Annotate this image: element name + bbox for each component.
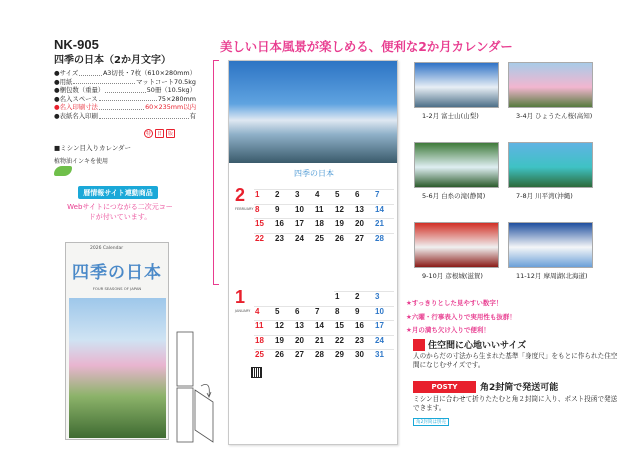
empty-cell <box>294 291 314 306</box>
month-label: FEBRUARY <box>235 207 254 211</box>
thumbnail-caption: 11-12月 摩周湖(北海道) <box>516 272 588 280</box>
badge-note: Webサイトにつながる二次元コードが付いています。 <box>67 203 173 221</box>
spec-row: ●名入スペース 75×280mm <box>54 94 196 103</box>
thumbnail-photo <box>508 62 593 108</box>
empty-cell <box>274 291 294 306</box>
day-cell: 24 <box>294 233 314 248</box>
day-cell: 7 <box>314 306 334 321</box>
day-cell: 31 <box>374 349 394 364</box>
day-cell: 27 <box>354 233 374 248</box>
day-cell: 19 <box>334 218 354 233</box>
month-block-january <box>229 287 397 399</box>
seal-icon: 版 <box>167 131 173 137</box>
day-cell: 4 <box>314 189 334 204</box>
feature-bullet: ★六曜・行事表入りで実用性も抜群！ <box>406 312 516 321</box>
day-cell: 23 <box>354 335 374 350</box>
day-cell: 10 <box>374 306 394 321</box>
day-cell: 3 <box>294 189 314 204</box>
seal-icon: 特 <box>145 131 151 137</box>
spec-row: ●表紙名入印刷 有 <box>54 111 196 120</box>
day-cell: 9 <box>354 306 374 321</box>
folding-diagram <box>175 330 217 445</box>
day-cell: 3 <box>374 291 394 306</box>
day-cell: 25 <box>314 233 334 248</box>
shipping-section-title: 角2封筒で発送可能 <box>480 383 559 393</box>
day-cell: 20 <box>294 335 314 350</box>
spec-row: ●用紙 マットコート70.5kg <box>54 77 196 86</box>
day-cell: 14 <box>314 320 334 335</box>
calendar-cover <box>65 242 169 440</box>
day-cell: 11 <box>254 320 274 335</box>
thumbnail-caption: 7-8月 川平湾(沖縄) <box>516 192 573 200</box>
day-cell: 26 <box>334 233 354 248</box>
product-code: NK-905 <box>54 37 99 52</box>
thumbnail-photo <box>508 222 593 268</box>
day-cell: 27 <box>294 349 314 364</box>
day-cell: 14 <box>374 204 394 219</box>
fuji-photo <box>229 61 397 163</box>
day-cell: 18 <box>254 335 274 350</box>
day-cell: 4 <box>254 306 274 321</box>
spec-row: ●サイズ A3切長・7枚（610×280mm） <box>54 69 196 77</box>
headline: 美しい日本風景が楽しめる、便利な2か月カレンダー <box>220 39 513 54</box>
thumbnail-photo <box>414 222 499 268</box>
space-section-body: 人のからだの寸法から生まれた基準「身度尺」をもとに作られた住空間になじむサイズです。 <box>413 352 618 369</box>
spec-row: ●梱包数（重量） 50冊（10.5kg） <box>54 86 196 95</box>
day-cell: 8 <box>334 306 354 321</box>
empty-cell <box>254 291 274 306</box>
thumbnail-photo <box>414 142 499 188</box>
month-block-february <box>229 185 397 297</box>
day-cell: 1 <box>254 189 274 204</box>
shipping-section-body: ミシン目に合わせて折りたたむと角２封筒に入り、ポスト投函で発送できます。 <box>413 395 618 412</box>
day-cell: 23 <box>274 233 294 248</box>
ink-feature: 植物油インキを使用 <box>54 158 109 165</box>
empty-cell <box>314 291 334 306</box>
day-cell: 13 <box>354 204 374 219</box>
thumbnail-caption: 5-6月 白糸の滝(静岡) <box>422 192 486 200</box>
day-grid <box>254 189 394 247</box>
calendar-title: 四季の日本 <box>294 169 334 178</box>
feature-bullet: ★月の満ち欠け入りで便利！ <box>406 326 490 334</box>
day-cell: 6 <box>354 189 374 204</box>
day-cell: 5 <box>334 189 354 204</box>
thumbnail-caption: 9-10月 彦根城(滋賀) <box>422 272 483 280</box>
feature-bullets <box>406 297 516 338</box>
day-cell: 7 <box>374 189 394 204</box>
day-cell: 28 <box>314 349 334 364</box>
day-cell: 10 <box>294 204 314 219</box>
day-cell: 5 <box>274 306 294 321</box>
seal-marks <box>144 129 175 138</box>
qr-code <box>251 367 262 378</box>
web-link-badge: 暦情報サイト連動商品 <box>78 186 158 199</box>
day-cell: 16 <box>354 320 374 335</box>
day-cell: 15 <box>254 218 274 233</box>
feature-bullet: ★すっきりとした見やすい数字！ <box>406 299 503 307</box>
day-cell: 6 <box>294 306 314 321</box>
day-cell: 29 <box>334 349 354 364</box>
thumbnail-photo <box>508 142 593 188</box>
cover-year: 2026 Calendar <box>90 246 124 251</box>
month-label: JANUARY <box>235 309 251 313</box>
calendar-mockup <box>228 60 398 445</box>
day-cell: 15 <box>334 320 354 335</box>
day-cell: 28 <box>374 233 394 248</box>
space-section-title: 住空間に心地いいサイズ <box>413 338 526 351</box>
cover-title: 四季の日本 <box>72 263 162 283</box>
day-cell: 2 <box>354 291 374 306</box>
day-cell: 2 <box>274 189 294 204</box>
thumbnail-caption: 3-4月 ひょうたん桜(高知) <box>516 112 593 120</box>
day-cell: 25 <box>254 349 274 364</box>
cover-photo <box>69 298 166 438</box>
seal-icon: 日 <box>156 131 162 137</box>
day-grid <box>254 291 394 364</box>
day-cell: 18 <box>314 218 334 233</box>
day-cell: 17 <box>374 320 394 335</box>
day-cell: 21 <box>314 335 334 350</box>
house-icon <box>413 339 425 351</box>
day-cell: 21 <box>374 218 394 233</box>
day-cell: 16 <box>274 218 294 233</box>
spec-row-print-size: ●名入印刷寸法 60×235mm以内 <box>54 103 196 112</box>
day-cell: 20 <box>354 218 374 233</box>
day-cell: 19 <box>274 335 294 350</box>
product-name: 四季の日本（2か月文字） <box>54 55 171 66</box>
day-cell: 8 <box>254 204 274 219</box>
bracket-line <box>213 60 219 285</box>
day-cell: 11 <box>314 204 334 219</box>
thumbnail-photo <box>414 62 499 108</box>
spec-list <box>54 69 196 121</box>
posty-logo: POSTY <box>413 381 476 393</box>
perforation-feature: ■ミシン目入りカレンダー <box>54 144 132 152</box>
leaf-icon <box>54 166 72 176</box>
envelope-tag: 角2封筒は別売 <box>413 418 449 426</box>
day-cell: 24 <box>374 335 394 350</box>
day-cell: 9 <box>274 204 294 219</box>
day-cell: 12 <box>274 320 294 335</box>
day-cell: 17 <box>294 218 314 233</box>
month-number: 2 <box>235 185 246 205</box>
day-cell: 1 <box>334 291 354 306</box>
day-cell: 22 <box>254 233 274 248</box>
day-cell: 12 <box>334 204 354 219</box>
thumbnail-caption: 1-2月 富士山(山梨) <box>422 112 479 120</box>
day-cell: 13 <box>294 320 314 335</box>
day-cell: 30 <box>354 349 374 364</box>
month-number: 1 <box>235 287 246 307</box>
product-info-column <box>0 0 200 451</box>
day-cell: 26 <box>274 349 294 364</box>
cover-subtitle: FOUR SEASONS OF JAPAN <box>92 286 142 291</box>
day-cell: 22 <box>334 335 354 350</box>
